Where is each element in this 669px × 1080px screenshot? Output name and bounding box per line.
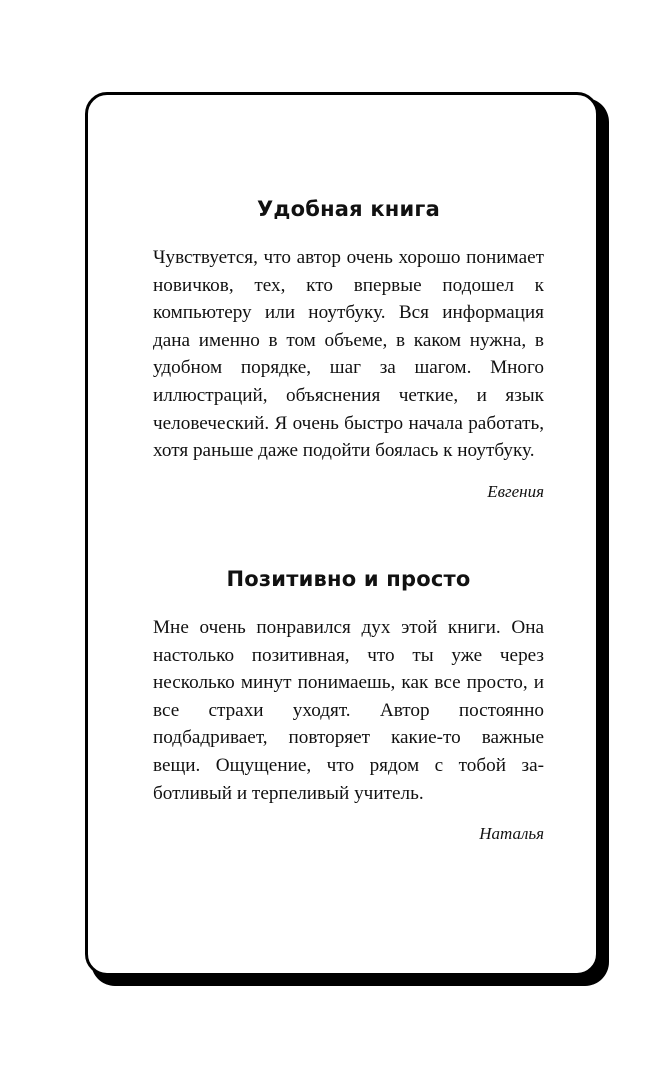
review-2-author: Наталья: [479, 824, 544, 844]
review-1-title: Удобная книга: [257, 197, 440, 221]
review-2: [153, 564, 544, 845]
review-1: [153, 194, 544, 503]
review-1-body: Чувствуется, что автор очень хорошо понимает новичков, тех, кто впервые подошел к компьютеру или ноутбуку. Вся информация дана именно в том объеме, в каком нужна, в удобном порядке, шаг за шагом. Много иллюстраций, объяснения четкие, и язык человеческий. Я очень быстро начала работать, хотя раньше даже подойти боялась к ноутбуку.: [153, 247, 544, 462]
review-1-author: Евгения: [487, 481, 544, 501]
review-2-body: Мне очень понравился дух этой книги. Она настолько позитивная, что ты уже через несколько минут понимаешь, как все просто, и все страхи уходят. Автор постоянно подбадривает, повторяет какие-то важные вещи. Ощущение, что рядом с тобой заботливый и терпеливый учитель.: [153, 617, 544, 804]
review-2-title: Позитивно и просто: [226, 567, 471, 591]
